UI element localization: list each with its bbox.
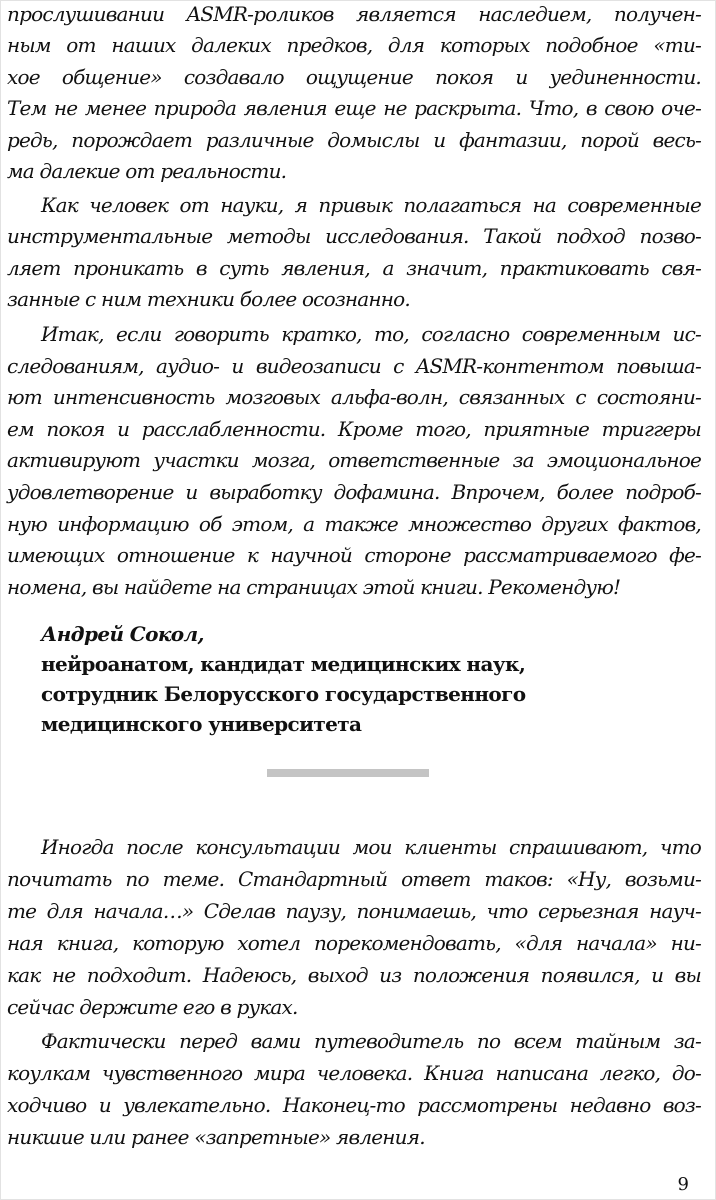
text-line: Тем не менее природа явления еще не раскрыта. Что, в свою оче- — [7, 96, 701, 120]
text-line: прослушивании ASMR-роликов является наследием, получен- — [7, 2, 701, 26]
text-line: почитать по теме. Стандартный ответ таков: «Ну, возьми- — [7, 867, 701, 891]
author-credentials: сотрудник Белорусского государственного — [41, 682, 526, 706]
text-line: коулкам чувственного мира человека. Книга написана легко, до- — [7, 1061, 701, 1085]
text-line: ходчиво и увлекательно. Наконец-то рассмотрены недавно воз- — [7, 1093, 701, 1117]
text-line: те для начала…» Сделав паузу, понимаешь, что серьезная науч- — [7, 899, 701, 923]
text-line: удовлетворение и выработку дофамина. Впрочем, более подроб- — [7, 480, 701, 504]
paragraph-first-line: Итак, если говорить кратко, то, согласно современным ис- — [41, 322, 701, 346]
text-line: следованиям, аудио- и видеозаписи с ASMR-контентом повыша- — [7, 354, 701, 378]
text-line: активируют участки мозга, ответственные за эмоциональное — [7, 448, 701, 472]
paragraph-first-line: Как человек от науки, я привык полагаться на современные — [41, 193, 701, 217]
paragraph-first-line: Иногда после консультации мои клиенты спрашивают, что — [41, 835, 701, 859]
text-line: ем покоя и расслабленности. Кроме того, приятные триггеры — [7, 417, 701, 441]
text-line: хое общение» создавало ощущение покоя и уединенности. — [7, 65, 701, 89]
text-line: сейчас держите его в руках. — [7, 995, 298, 1019]
text-line: номена, вы найдете на страницах этой книги. Рекомендую! — [7, 575, 621, 599]
text-line: ют интенсивность мозговых альфа-волн, связанных с состояни- — [7, 385, 701, 409]
text-line: ным от наших далеких предков, для которых подобное «ти- — [7, 33, 701, 57]
author-credentials: нейроанатом, кандидат медицинских наук, — [41, 652, 526, 676]
text-line: ная книга, которую хотел порекомендовать, «для начала» ни- — [7, 931, 701, 955]
text-line: ную информацию об этом, а также множество других фактов, — [7, 512, 701, 536]
text-line: ляет проникать в суть явления, а значит, практиковать свя- — [7, 256, 701, 280]
section-divider — [267, 769, 429, 777]
text-line: никшие или ранее «запретные» явления. — [7, 1125, 425, 1149]
text-line: редь, порождает различные домыслы и фантазии, порой весь- — [7, 128, 701, 152]
paragraph-first-line: Фактически перед вами путеводитель по всем тайным за- — [41, 1029, 701, 1053]
text-line: занные с ним техники более осознанно. — [7, 287, 410, 311]
text-line: имеющих отношение к научной стороне рассматриваемого фе- — [7, 543, 701, 567]
text-line: инструментальные методы исследования. Такой подход позво- — [7, 224, 701, 248]
author-name: Андрей Сокол, — [41, 622, 204, 646]
page-number: 9 — [677, 1174, 689, 1195]
text-line: как не подходит. Надеюсь, выход из положения появился, и вы — [7, 963, 701, 987]
text-line: ма далекие от реальности. — [7, 159, 287, 183]
author-credentials: медицинского университета — [41, 712, 362, 736]
